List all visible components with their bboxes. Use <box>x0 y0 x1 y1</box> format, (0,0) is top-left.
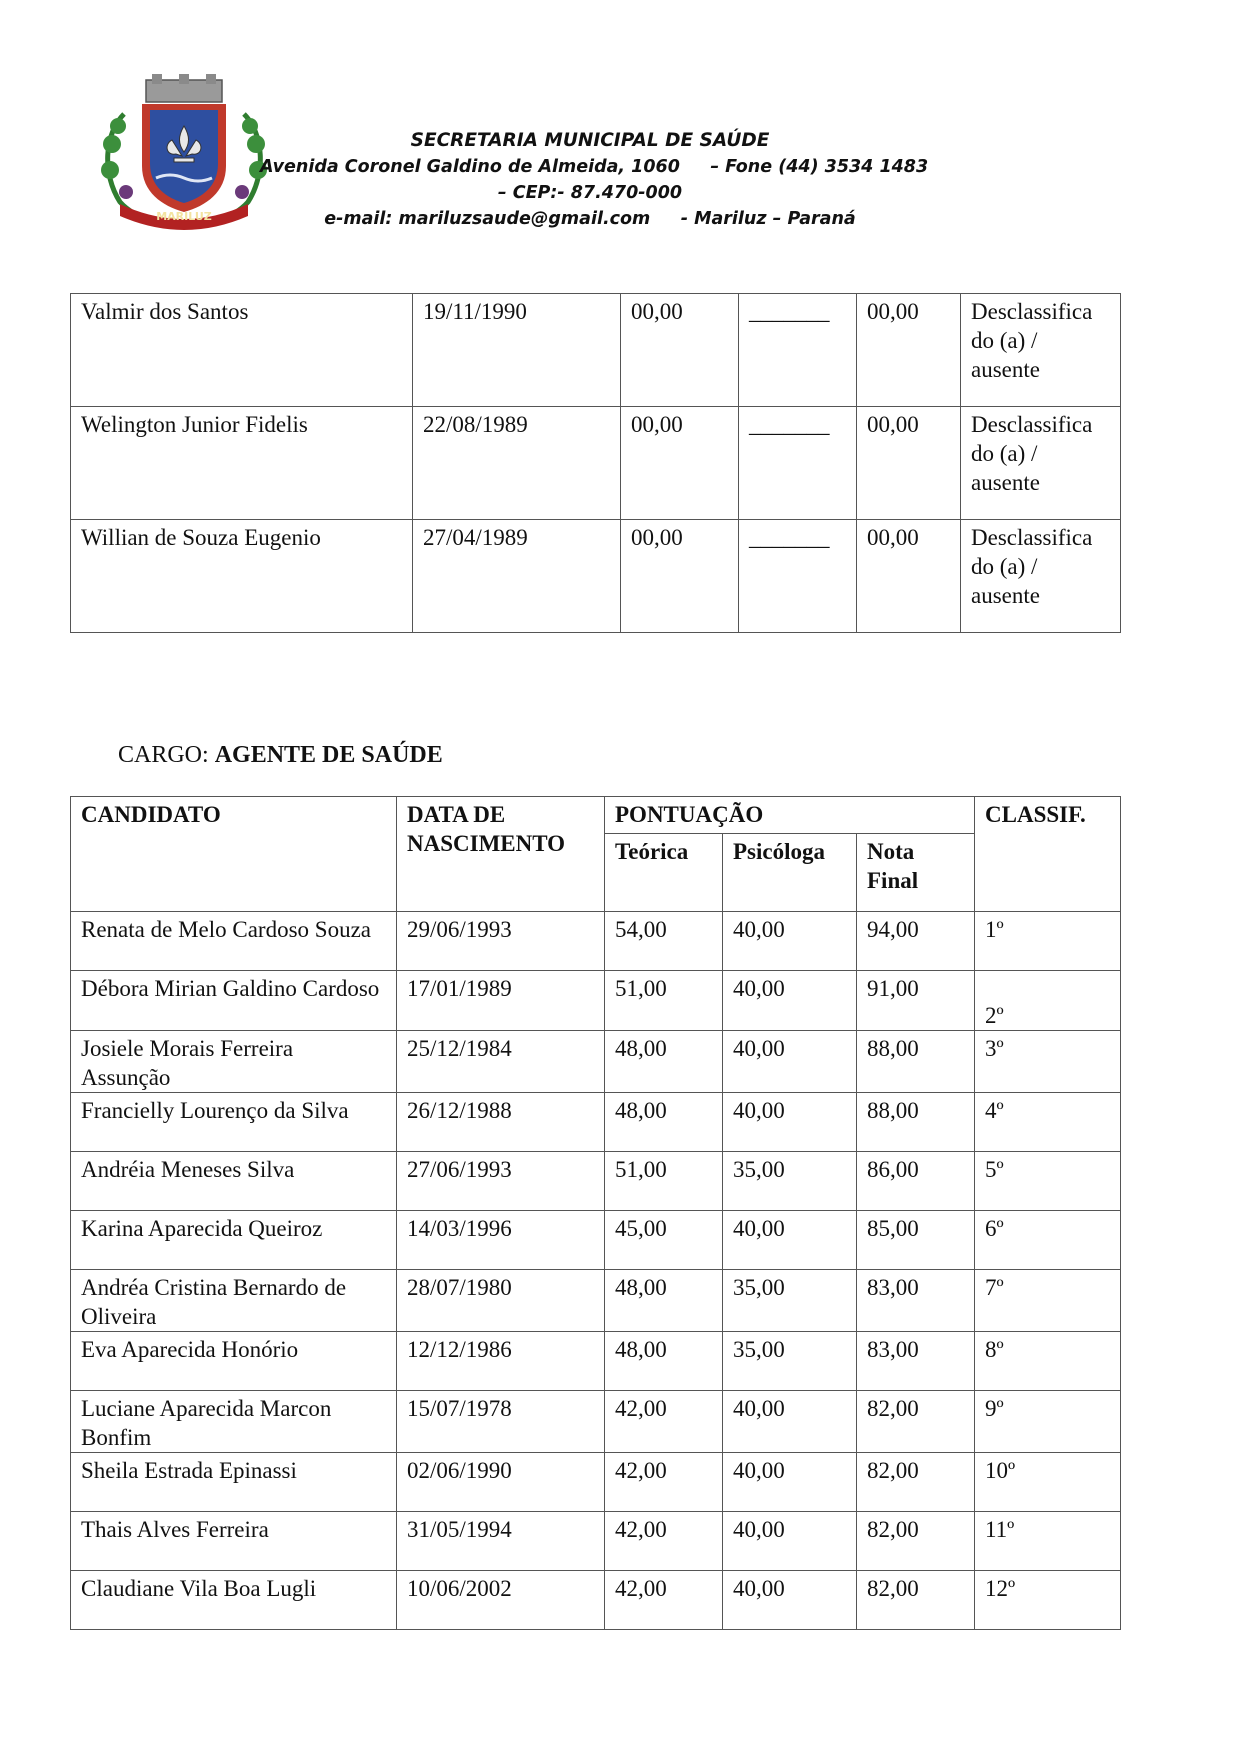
candidate-name: Andréa Cristina Bernardo de Oliveira <box>71 1270 397 1332</box>
candidate-name: Willian de Souza Eugenio <box>71 520 413 633</box>
letterhead-email: e-mail: mariluzsaude@gmail.com - Mariluz – Paraná <box>324 209 856 229</box>
score-psicologa: 40,00 <box>723 971 857 1031</box>
score-psicologa: 40,00 <box>723 1571 857 1630</box>
candidate-name: Luciane Aparecida Marcon Bonfim <box>71 1391 397 1453</box>
score-teorica: 42,00 <box>605 1391 723 1453</box>
score-final: 86,00 <box>857 1152 975 1211</box>
score-psicologa: 40,00 <box>723 1211 857 1270</box>
score-final: 83,00 <box>857 1332 975 1391</box>
score-teorica: 48,00 <box>605 1093 723 1152</box>
score-teorica: 54,00 <box>605 912 723 971</box>
table-row <box>71 1512 1121 1571</box>
candidate-name: Thais Alves Ferreira <box>71 1512 397 1571</box>
agente-saude-results-table <box>70 796 1121 1630</box>
cargo-value: AGENTE DE SAÚDE <box>214 742 443 768</box>
score-psicologa: 35,00 <box>723 1332 857 1391</box>
birth-date: 25/12/1984 <box>397 1031 605 1093</box>
birth-date: 29/06/1993 <box>397 912 605 971</box>
score-final: 82,00 <box>857 1453 975 1512</box>
score-final: 00,00 <box>857 294 961 407</box>
score-psicologa: _______ <box>739 407 857 520</box>
score-psicologa: _______ <box>739 294 857 407</box>
cargo-heading <box>118 740 443 770</box>
score-psicologa: 40,00 <box>723 912 857 971</box>
birth-date: 27/06/1993 <box>397 1152 605 1211</box>
score-final: 88,00 <box>857 1093 975 1152</box>
score-teorica: 48,00 <box>605 1270 723 1332</box>
classification: 6º <box>975 1211 1121 1270</box>
candidate-name: Andréia Meneses Silva <box>71 1152 397 1211</box>
birth-date: 26/12/1988 <box>397 1093 605 1152</box>
table-row <box>71 1152 1121 1211</box>
score-teorica: 51,00 <box>605 971 723 1031</box>
score-teorica: 42,00 <box>605 1453 723 1512</box>
previous-results-table <box>70 293 1121 633</box>
classification: 8º <box>975 1332 1121 1391</box>
classification: 10º <box>975 1453 1121 1512</box>
birth-date: 27/04/1989 <box>413 520 621 633</box>
score-final: 91,00 <box>857 971 975 1031</box>
birth-date: 14/03/1996 <box>397 1211 605 1270</box>
table-row <box>71 407 1121 520</box>
classification: 3º <box>975 1031 1121 1093</box>
birth-date: 15/07/1978 <box>397 1391 605 1453</box>
candidate-name: Sheila Estrada Epinassi <box>71 1453 397 1512</box>
birth-date: 12/12/1986 <box>397 1332 605 1391</box>
classification: 1º <box>975 912 1121 971</box>
letterhead-address: Avenida Coronel Galdino de Almeida, 1060 – Fone (44) 3534 1483 <box>260 157 929 177</box>
score-teorica: 51,00 <box>605 1152 723 1211</box>
candidate-name: Josiele Morais Ferreira Assunção <box>71 1031 397 1093</box>
birth-date: 31/05/1994 <box>397 1512 605 1571</box>
score-final: 88,00 <box>857 1031 975 1093</box>
header-classif: CLASSIF. <box>975 797 1121 912</box>
cargo-label: CARGO: <box>118 742 215 768</box>
classification: 4º <box>975 1093 1121 1152</box>
header-teorica: Teórica <box>605 834 723 912</box>
score-psicologa: 40,00 <box>723 1512 857 1571</box>
score-psicologa: 35,00 <box>723 1270 857 1332</box>
score-psicologa: 35,00 <box>723 1152 857 1211</box>
classification: 9º <box>975 1391 1121 1453</box>
header-pontuacao: PONTUAÇÃO <box>605 797 975 834</box>
table-row <box>71 971 1121 1031</box>
score-psicologa: 40,00 <box>723 1031 857 1093</box>
score-psicologa: 40,00 <box>723 1391 857 1453</box>
score-teorica: 48,00 <box>605 1031 723 1093</box>
classification: 12º <box>975 1571 1121 1630</box>
crest-banner-text: MARILUZ <box>156 210 212 223</box>
classification: 7º <box>975 1270 1121 1332</box>
score-final: 82,00 <box>857 1512 975 1571</box>
birth-date: 28/07/1980 <box>397 1270 605 1332</box>
birth-date: 22/08/1989 <box>413 407 621 520</box>
table-row <box>71 1453 1121 1512</box>
score-psicologa: 40,00 <box>723 1093 857 1152</box>
score-teorica: 48,00 <box>605 1332 723 1391</box>
candidate-name: Welington Junior Fidelis <box>71 407 413 520</box>
classification: Desclassifica do (a) / ausente <box>961 520 1121 633</box>
header-psicologa: Psicóloga <box>723 834 857 912</box>
classification: Desclassifica do (a) / ausente <box>961 407 1121 520</box>
birth-date: 19/11/1990 <box>413 294 621 407</box>
letterhead <box>260 128 929 232</box>
classification: 2º <box>975 971 1121 1031</box>
header-candidato: CANDIDATO <box>71 797 397 912</box>
score-final: 94,00 <box>857 912 975 971</box>
table-row <box>71 294 1121 407</box>
score-teorica: 45,00 <box>605 1211 723 1270</box>
score-teorica: 00,00 <box>621 520 739 633</box>
candidate-name: Débora Mirian Galdino Cardoso <box>71 971 397 1031</box>
score-final: 00,00 <box>857 520 961 633</box>
candidate-name: Renata de Melo Cardoso Souza <box>71 912 397 971</box>
score-teorica: 00,00 <box>621 294 739 407</box>
candidate-name: Claudiane Vila Boa Lugli <box>71 1571 397 1630</box>
score-teorica: 00,00 <box>621 407 739 520</box>
letterhead-title: SECRETARIA MUNICIPAL DE SAÚDE <box>410 130 770 151</box>
birth-date: 17/01/1989 <box>397 971 605 1031</box>
table-row <box>71 1270 1121 1332</box>
letterhead-cep: – CEP:- 87.470-000 <box>497 183 683 203</box>
birth-date: 02/06/1990 <box>397 1453 605 1512</box>
table-row <box>71 1093 1121 1152</box>
header-nota-final: Nota Final <box>857 834 975 912</box>
classification: Desclassifica do (a) / ausente <box>961 294 1121 407</box>
classification: 11º <box>975 1512 1121 1571</box>
table-row <box>71 1391 1121 1453</box>
score-final: 82,00 <box>857 1391 975 1453</box>
score-psicologa: 40,00 <box>723 1453 857 1512</box>
score-final: 00,00 <box>857 407 961 520</box>
table-row <box>71 1332 1121 1391</box>
table-row <box>71 912 1121 971</box>
candidate-name: Valmir dos Santos <box>71 294 413 407</box>
score-final: 82,00 <box>857 1571 975 1630</box>
score-teorica: 42,00 <box>605 1512 723 1571</box>
table-row <box>71 1211 1121 1270</box>
score-teorica: 42,00 <box>605 1571 723 1630</box>
score-psicologa: _______ <box>739 520 857 633</box>
table-row <box>71 1031 1121 1093</box>
header-data-nascimento: DATA DE NASCIMENTO <box>397 797 605 912</box>
birth-date: 10/06/2002 <box>397 1571 605 1630</box>
municipal-crest-logo <box>96 74 272 234</box>
score-final: 85,00 <box>857 1211 975 1270</box>
table-row <box>71 520 1121 633</box>
candidate-name: Eva Aparecida Honório <box>71 1332 397 1391</box>
candidate-name: Francielly Lourenço da Silva <box>71 1093 397 1152</box>
score-final: 83,00 <box>857 1270 975 1332</box>
candidate-name: Karina Aparecida Queiroz <box>71 1211 397 1270</box>
table-row <box>71 1571 1121 1630</box>
classification: 5º <box>975 1152 1121 1211</box>
